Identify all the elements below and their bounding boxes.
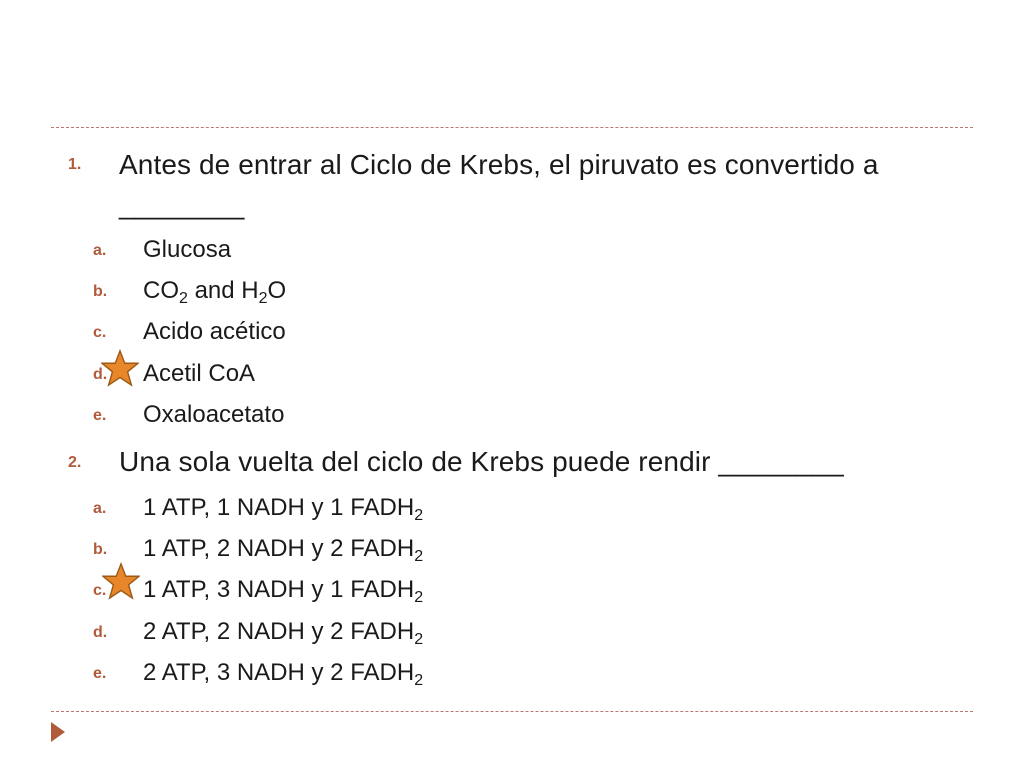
q1-option-c-marker: c. [93,324,107,341]
q1-option-e: Oxaloacetato [143,401,285,428]
q1-option-a-marker: a. [93,242,107,259]
question-2-text: Una sola vuelta del ciclo de Krebs puede rendir ________ [119,446,844,477]
q1-option-e-marker: e. [93,407,107,424]
star-icon [101,349,139,387]
q2-option-d-marker: d. [93,624,108,641]
q1-option-c: Acido acético [143,318,286,345]
q1-option-b-marker: b. [93,283,108,300]
top-divider [51,127,973,128]
triangle-right-icon [51,722,65,742]
q2-option-b: 1 ATP, 2 NADH y 2 $FADH_2$ [143,535,424,565]
question-1-text: Antes de entrar al Ciclo de Krebs, el piruvato es convertido a ________ [119,149,879,220]
question-2-number: 2. [68,454,82,471]
q2-option-b-marker: b. [93,541,108,558]
q1-option-a: Glucosa [143,236,232,263]
q2-option-d: 2 ATP, 2 NADH y 2 $FADH_2$ [143,618,424,648]
q2-option-c-marker: c. [93,582,107,599]
q2-option-e: 2 ATP, 3 NADH y 2 $FADH_2$ [143,659,424,689]
q1-option-b: $CO_2$ and $H_2O$ [143,277,287,307]
star-icon [102,562,140,600]
q2-option-a: 1 ATP, 1 NADH y 1 $FADH_2$ [143,494,424,524]
q1-option-d: Acetil CoA [143,360,256,387]
q2-option-e-marker: e. [93,665,107,682]
q1-option-d-marker: d. [93,366,108,383]
question-1-number: 1. [68,156,82,173]
q2-option-a-marker: a. [93,500,107,517]
q2-option-c: 1 ATP, 3 NADH y 1 $FADH_2$ [143,576,424,606]
bottom-divider [51,711,973,712]
